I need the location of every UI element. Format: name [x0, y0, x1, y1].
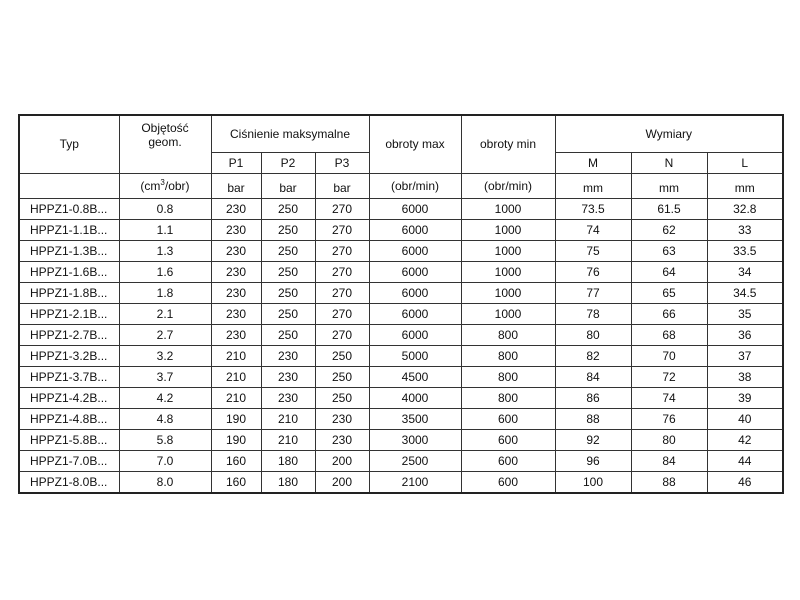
unit-typ-empty — [19, 173, 119, 198]
unit-obroty-max: (obr/min) — [369, 173, 461, 198]
cell-n: 63 — [631, 240, 707, 261]
header-typ: Typ — [19, 115, 119, 173]
cell-obroty-max: 4000 — [369, 387, 461, 408]
cell-objetosc: 1.6 — [119, 261, 211, 282]
unit-p1: bar — [211, 173, 261, 198]
cell-typ: HPPZ1-5.8B... — [19, 429, 119, 450]
cell-p3: 270 — [315, 303, 369, 324]
unit-p3: bar — [315, 173, 369, 198]
cell-l: 38 — [707, 366, 783, 387]
cell-p2: 210 — [261, 429, 315, 450]
cell-objetosc: 3.2 — [119, 345, 211, 366]
table-row — [19, 282, 783, 303]
cell-typ: HPPZ1-3.2B... — [19, 345, 119, 366]
cell-l: 42 — [707, 429, 783, 450]
cell-p2: 230 — [261, 366, 315, 387]
cell-p1: 210 — [211, 345, 261, 366]
cell-n: 65 — [631, 282, 707, 303]
cell-p3: 230 — [315, 429, 369, 450]
table-row — [19, 366, 783, 387]
cell-p1: 210 — [211, 366, 261, 387]
cell-objetosc: 2.1 — [119, 303, 211, 324]
cell-obroty-min: 800 — [461, 387, 555, 408]
cell-obroty-max: 5000 — [369, 345, 461, 366]
cell-p3: 250 — [315, 345, 369, 366]
header-obroty-min: obroty min — [461, 115, 555, 173]
cell-typ: HPPZ1-3.7B... — [19, 366, 119, 387]
header-p2: P2 — [261, 152, 315, 173]
table-row — [19, 387, 783, 408]
cell-l: 34.5 — [707, 282, 783, 303]
cell-p1: 230 — [211, 240, 261, 261]
cell-n: 61.5 — [631, 198, 707, 219]
cell-m: 82 — [555, 345, 631, 366]
cell-obroty-min: 800 — [461, 366, 555, 387]
cell-obroty-max: 6000 — [369, 282, 461, 303]
cell-p1: 230 — [211, 261, 261, 282]
header-cisnienie: Ciśnienie maksymalne — [211, 115, 369, 152]
cell-typ: HPPZ1-7.0B... — [19, 450, 119, 471]
cell-obroty-max: 3500 — [369, 408, 461, 429]
cell-p2: 250 — [261, 219, 315, 240]
cell-p3: 270 — [315, 198, 369, 219]
cell-l: 44 — [707, 450, 783, 471]
cell-typ: HPPZ1-4.8B... — [19, 408, 119, 429]
cell-typ: HPPZ1-1.3B... — [19, 240, 119, 261]
cell-objetosc: 7.0 — [119, 450, 211, 471]
header-l: L — [707, 152, 783, 173]
table-row — [19, 219, 783, 240]
cell-p1: 190 — [211, 408, 261, 429]
cell-l: 32.8 — [707, 198, 783, 219]
cell-p2: 250 — [261, 198, 315, 219]
cell-p1: 160 — [211, 450, 261, 471]
cell-objetosc: 4.2 — [119, 387, 211, 408]
cell-obroty-min: 600 — [461, 429, 555, 450]
cell-obroty-min: 1000 — [461, 303, 555, 324]
cell-obroty-min: 600 — [461, 471, 555, 493]
cell-m: 86 — [555, 387, 631, 408]
cell-p3: 250 — [315, 366, 369, 387]
cell-p3: 200 — [315, 471, 369, 493]
cell-objetosc: 5.8 — [119, 429, 211, 450]
cell-l: 46 — [707, 471, 783, 493]
cell-obroty-max: 3000 — [369, 429, 461, 450]
cell-p2: 210 — [261, 408, 315, 429]
cell-obroty-min: 1000 — [461, 261, 555, 282]
cell-obroty-max: 4500 — [369, 366, 461, 387]
cell-l: 39 — [707, 387, 783, 408]
cell-p2: 250 — [261, 324, 315, 345]
cell-objetosc: 4.8 — [119, 408, 211, 429]
cell-m: 88 — [555, 408, 631, 429]
cell-p2: 250 — [261, 240, 315, 261]
table-row — [19, 303, 783, 324]
cell-n: 68 — [631, 324, 707, 345]
cell-m: 100 — [555, 471, 631, 493]
table-row — [19, 471, 783, 493]
cell-l: 33 — [707, 219, 783, 240]
cell-p3: 270 — [315, 261, 369, 282]
cell-n: 84 — [631, 450, 707, 471]
cell-n: 80 — [631, 429, 707, 450]
cell-typ: HPPZ1-1.1B... — [19, 219, 119, 240]
cell-typ: HPPZ1-1.6B... — [19, 261, 119, 282]
cell-p3: 270 — [315, 324, 369, 345]
cell-p2: 230 — [261, 387, 315, 408]
cell-p2: 250 — [261, 282, 315, 303]
cell-typ: HPPZ1-4.2B... — [19, 387, 119, 408]
cell-objetosc: 3.7 — [119, 366, 211, 387]
cell-m: 84 — [555, 366, 631, 387]
unit-n: mm — [631, 173, 707, 198]
cell-obroty-max: 6000 — [369, 219, 461, 240]
table-row — [19, 450, 783, 471]
cell-n: 72 — [631, 366, 707, 387]
cell-l: 40 — [707, 408, 783, 429]
header-row — [19, 115, 783, 152]
unit-objetosc: $(cm^3/obr)$ — [119, 173, 211, 198]
cell-obroty-max: 2500 — [369, 450, 461, 471]
cell-objetosc: 1.3 — [119, 240, 211, 261]
cell-p1: 210 — [211, 387, 261, 408]
header-objetosc-line1: Objętość — [141, 121, 189, 135]
cell-obroty-min: 600 — [461, 450, 555, 471]
cell-objetosc: 1.8 — [119, 282, 211, 303]
cell-l: 37 — [707, 345, 783, 366]
cell-objetosc: 2.7 — [119, 324, 211, 345]
cell-p2: 230 — [261, 345, 315, 366]
unit-obroty-min: (obr/min) — [461, 173, 555, 198]
cell-m: 78 — [555, 303, 631, 324]
cell-obroty-min: 1000 — [461, 240, 555, 261]
cell-obroty-max: 6000 — [369, 324, 461, 345]
table-row — [19, 408, 783, 429]
cell-typ: HPPZ1-0.8B... — [19, 198, 119, 219]
header-objetosc-line2: geom. — [148, 135, 182, 149]
cell-l: 34 — [707, 261, 783, 282]
cell-objetosc: 0.8 — [119, 198, 211, 219]
units-row — [19, 173, 783, 198]
header-n: N — [631, 152, 707, 173]
unit-p2: bar — [261, 173, 315, 198]
cell-p1: 230 — [211, 282, 261, 303]
cell-p2: 180 — [261, 450, 315, 471]
table-row — [19, 261, 783, 282]
cell-p1: 190 — [211, 429, 261, 450]
cell-obroty-min: 800 — [461, 324, 555, 345]
cell-p1: 230 — [211, 219, 261, 240]
cell-obroty-min: 1000 — [461, 282, 555, 303]
table-row — [19, 240, 783, 261]
cell-n: 66 — [631, 303, 707, 324]
cell-l: 33.5 — [707, 240, 783, 261]
cell-p1: 230 — [211, 198, 261, 219]
cell-p2: 180 — [261, 471, 315, 493]
cell-m: 73.5 — [555, 198, 631, 219]
cell-obroty-min: 800 — [461, 345, 555, 366]
cell-l: 35 — [707, 303, 783, 324]
cell-p2: 250 — [261, 261, 315, 282]
header-p3: P3 — [315, 152, 369, 173]
cell-m: 75 — [555, 240, 631, 261]
cell-obroty-max: 6000 — [369, 261, 461, 282]
pump-spec-table — [18, 114, 784, 494]
cell-obroty-max: 6000 — [369, 303, 461, 324]
cell-p3: 250 — [315, 387, 369, 408]
cell-p3: 270 — [315, 240, 369, 261]
table-row — [19, 198, 783, 219]
cell-typ: HPPZ1-2.1B... — [19, 303, 119, 324]
table-row — [19, 429, 783, 450]
cell-p1: 160 — [211, 471, 261, 493]
table-row — [19, 345, 783, 366]
cell-p3: 270 — [315, 219, 369, 240]
cell-obroty-min: 1000 — [461, 219, 555, 240]
cell-n: 74 — [631, 387, 707, 408]
cell-m: 74 — [555, 219, 631, 240]
cell-obroty-max: 6000 — [369, 198, 461, 219]
header-obroty-max: obroty max — [369, 115, 461, 173]
cell-n: 62 — [631, 219, 707, 240]
cell-objetosc: 1.1 — [119, 219, 211, 240]
cell-n: 64 — [631, 261, 707, 282]
cell-p3: 270 — [315, 282, 369, 303]
cell-objetosc: 8.0 — [119, 471, 211, 493]
cell-p1: 230 — [211, 303, 261, 324]
cell-l: 36 — [707, 324, 783, 345]
cell-obroty-min: 1000 — [461, 198, 555, 219]
cell-m: 92 — [555, 429, 631, 450]
cell-m: 76 — [555, 261, 631, 282]
cell-p2: 250 — [261, 303, 315, 324]
cell-typ: HPPZ1-8.0B... — [19, 471, 119, 493]
cell-n: 76 — [631, 408, 707, 429]
table-row — [19, 324, 783, 345]
cell-typ: HPPZ1-1.8B... — [19, 282, 119, 303]
cell-m: 96 — [555, 450, 631, 471]
cell-p3: 200 — [315, 450, 369, 471]
cell-n: 70 — [631, 345, 707, 366]
header-objetosc — [119, 115, 211, 173]
cell-obroty-max: 6000 — [369, 240, 461, 261]
header-m: M — [555, 152, 631, 173]
cell-p1: 230 — [211, 324, 261, 345]
cell-m: 77 — [555, 282, 631, 303]
header-wymiary: Wymiary — [555, 115, 783, 152]
cell-p3: 230 — [315, 408, 369, 429]
cell-obroty-max: 2100 — [369, 471, 461, 493]
header-p1: P1 — [211, 152, 261, 173]
cell-typ: HPPZ1-2.7B... — [19, 324, 119, 345]
unit-m: mm — [555, 173, 631, 198]
unit-l: mm — [707, 173, 783, 198]
cell-m: 80 — [555, 324, 631, 345]
cell-n: 88 — [631, 471, 707, 493]
cell-obroty-min: 600 — [461, 408, 555, 429]
